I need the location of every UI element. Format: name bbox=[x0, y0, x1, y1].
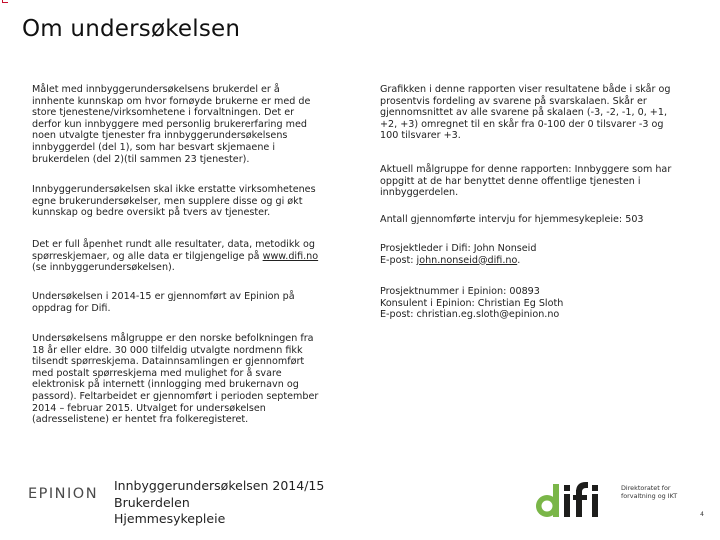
page-title: Om undersøkelsen bbox=[22, 16, 241, 42]
conducted-by-paragraph: Undersøkelsen i 2014-15 er gjennomført av Epinion på oppdrag for Difi. bbox=[32, 291, 295, 314]
project-leader-paragraph bbox=[380, 243, 692, 266]
report-title: Innbyggerundersøkelsen 2014/15 Brukerdelen Hjemmesykepleie bbox=[114, 478, 325, 526]
project-leader-line: Prosjektleder i Difi: John Nonseid bbox=[380, 243, 537, 254]
epinion-contact-paragraph: Prosjektnummer i Epinion: 00893 Konsulent i Epinion: Christian Eg Sloth E-post: christian.eg.sloth@epinion.no bbox=[380, 286, 564, 321]
purpose-paragraph: Målet med innbyggerundersøkelsens brukerdel er å innhente kunnskap om hvor fornøyde brukerne er med de store tjenestene/virksomhetene i forvaltningen. Det er derfor kun innbyggere med personlig brukererfaring med noen utvalgte tjenester fra innbyggerundersøkelsens innbyggerdel (del 1), som har besvart skjemaene i brukerdelen (del 2)(til sammen 23 tjenester). bbox=[32, 84, 311, 165]
openness-text-before: Det er full åpenhet rundt alle resultater, data, metodikk og spørreskjemaer, og alle data er tilgjengelige på bbox=[32, 239, 315, 262]
graphics-explanation-paragraph: Grafikken i denne rapporten viser resultatene både i skår og prosentvis fordeling av svarene på svarskalaen. Skår er gjennomsnittet av alle svarene på skalaen (-3, -2, -1, 0, +1, +2, +3) omregnet til en skår fra 0-100 der 0 tilsvarer -3 og 100 tilsvarer +3. bbox=[380, 84, 671, 142]
openness-paragraph bbox=[32, 239, 338, 274]
difi-website-link[interactable]: www.difi.no bbox=[262, 250, 319, 262]
corner-mark bbox=[2, 0, 8, 3]
email-prefix: E-post: bbox=[380, 254, 417, 266]
project-leader-email-link[interactable]: john.nonseid@difi.no bbox=[416, 254, 518, 266]
epinion-logo-text: EPINION bbox=[28, 486, 99, 502]
interview-count: Antall gjennomførte intervju for hjemmesykepleie: 503 bbox=[380, 214, 644, 225]
email-suffix: . bbox=[517, 254, 521, 266]
supplement-paragraph: Innbyggerundersøkelsen skal ikke erstatte virksomhetenes egne brukerundersøkelser, men supplere disse og gi økt kunnskap og bedre oversikt på tvers av tjenester. bbox=[32, 184, 316, 219]
page-number: 4 bbox=[700, 511, 704, 518]
target-group-paragraph: Undersøkelsens målgruppe er den norske befolkningen fra 18 år eller eldre. 30 000 tilfeldig utvalgte nordmenn fikk tilsendt spørreskjema. Datainnsamlingen er gjennomført med postalt spørreskjema med mulighet for å svare elektronisk på internett (innlogging med brukernavn og passord). Feltarbeidet er gjennomført i perioden september 2014 – februar 2015. Utvalget for undersøkelsen (adresselistene) er hentet fra folkeregisteret. bbox=[32, 333, 319, 426]
report-target-group-paragraph: Aktuell målgruppe for denne rapporten: Innbyggere som har oppgitt at de har benyttet denne offentlige tjenesten i innbyggerdelen. bbox=[380, 164, 672, 199]
openness-text-after: (se innbyggerundersøkelsen). bbox=[32, 262, 175, 274]
difi-subtitle: Direktoratet for forvaltning og IKT bbox=[621, 484, 678, 500]
epinion-logo bbox=[28, 486, 98, 502]
difi-logo-mark bbox=[536, 482, 598, 517]
